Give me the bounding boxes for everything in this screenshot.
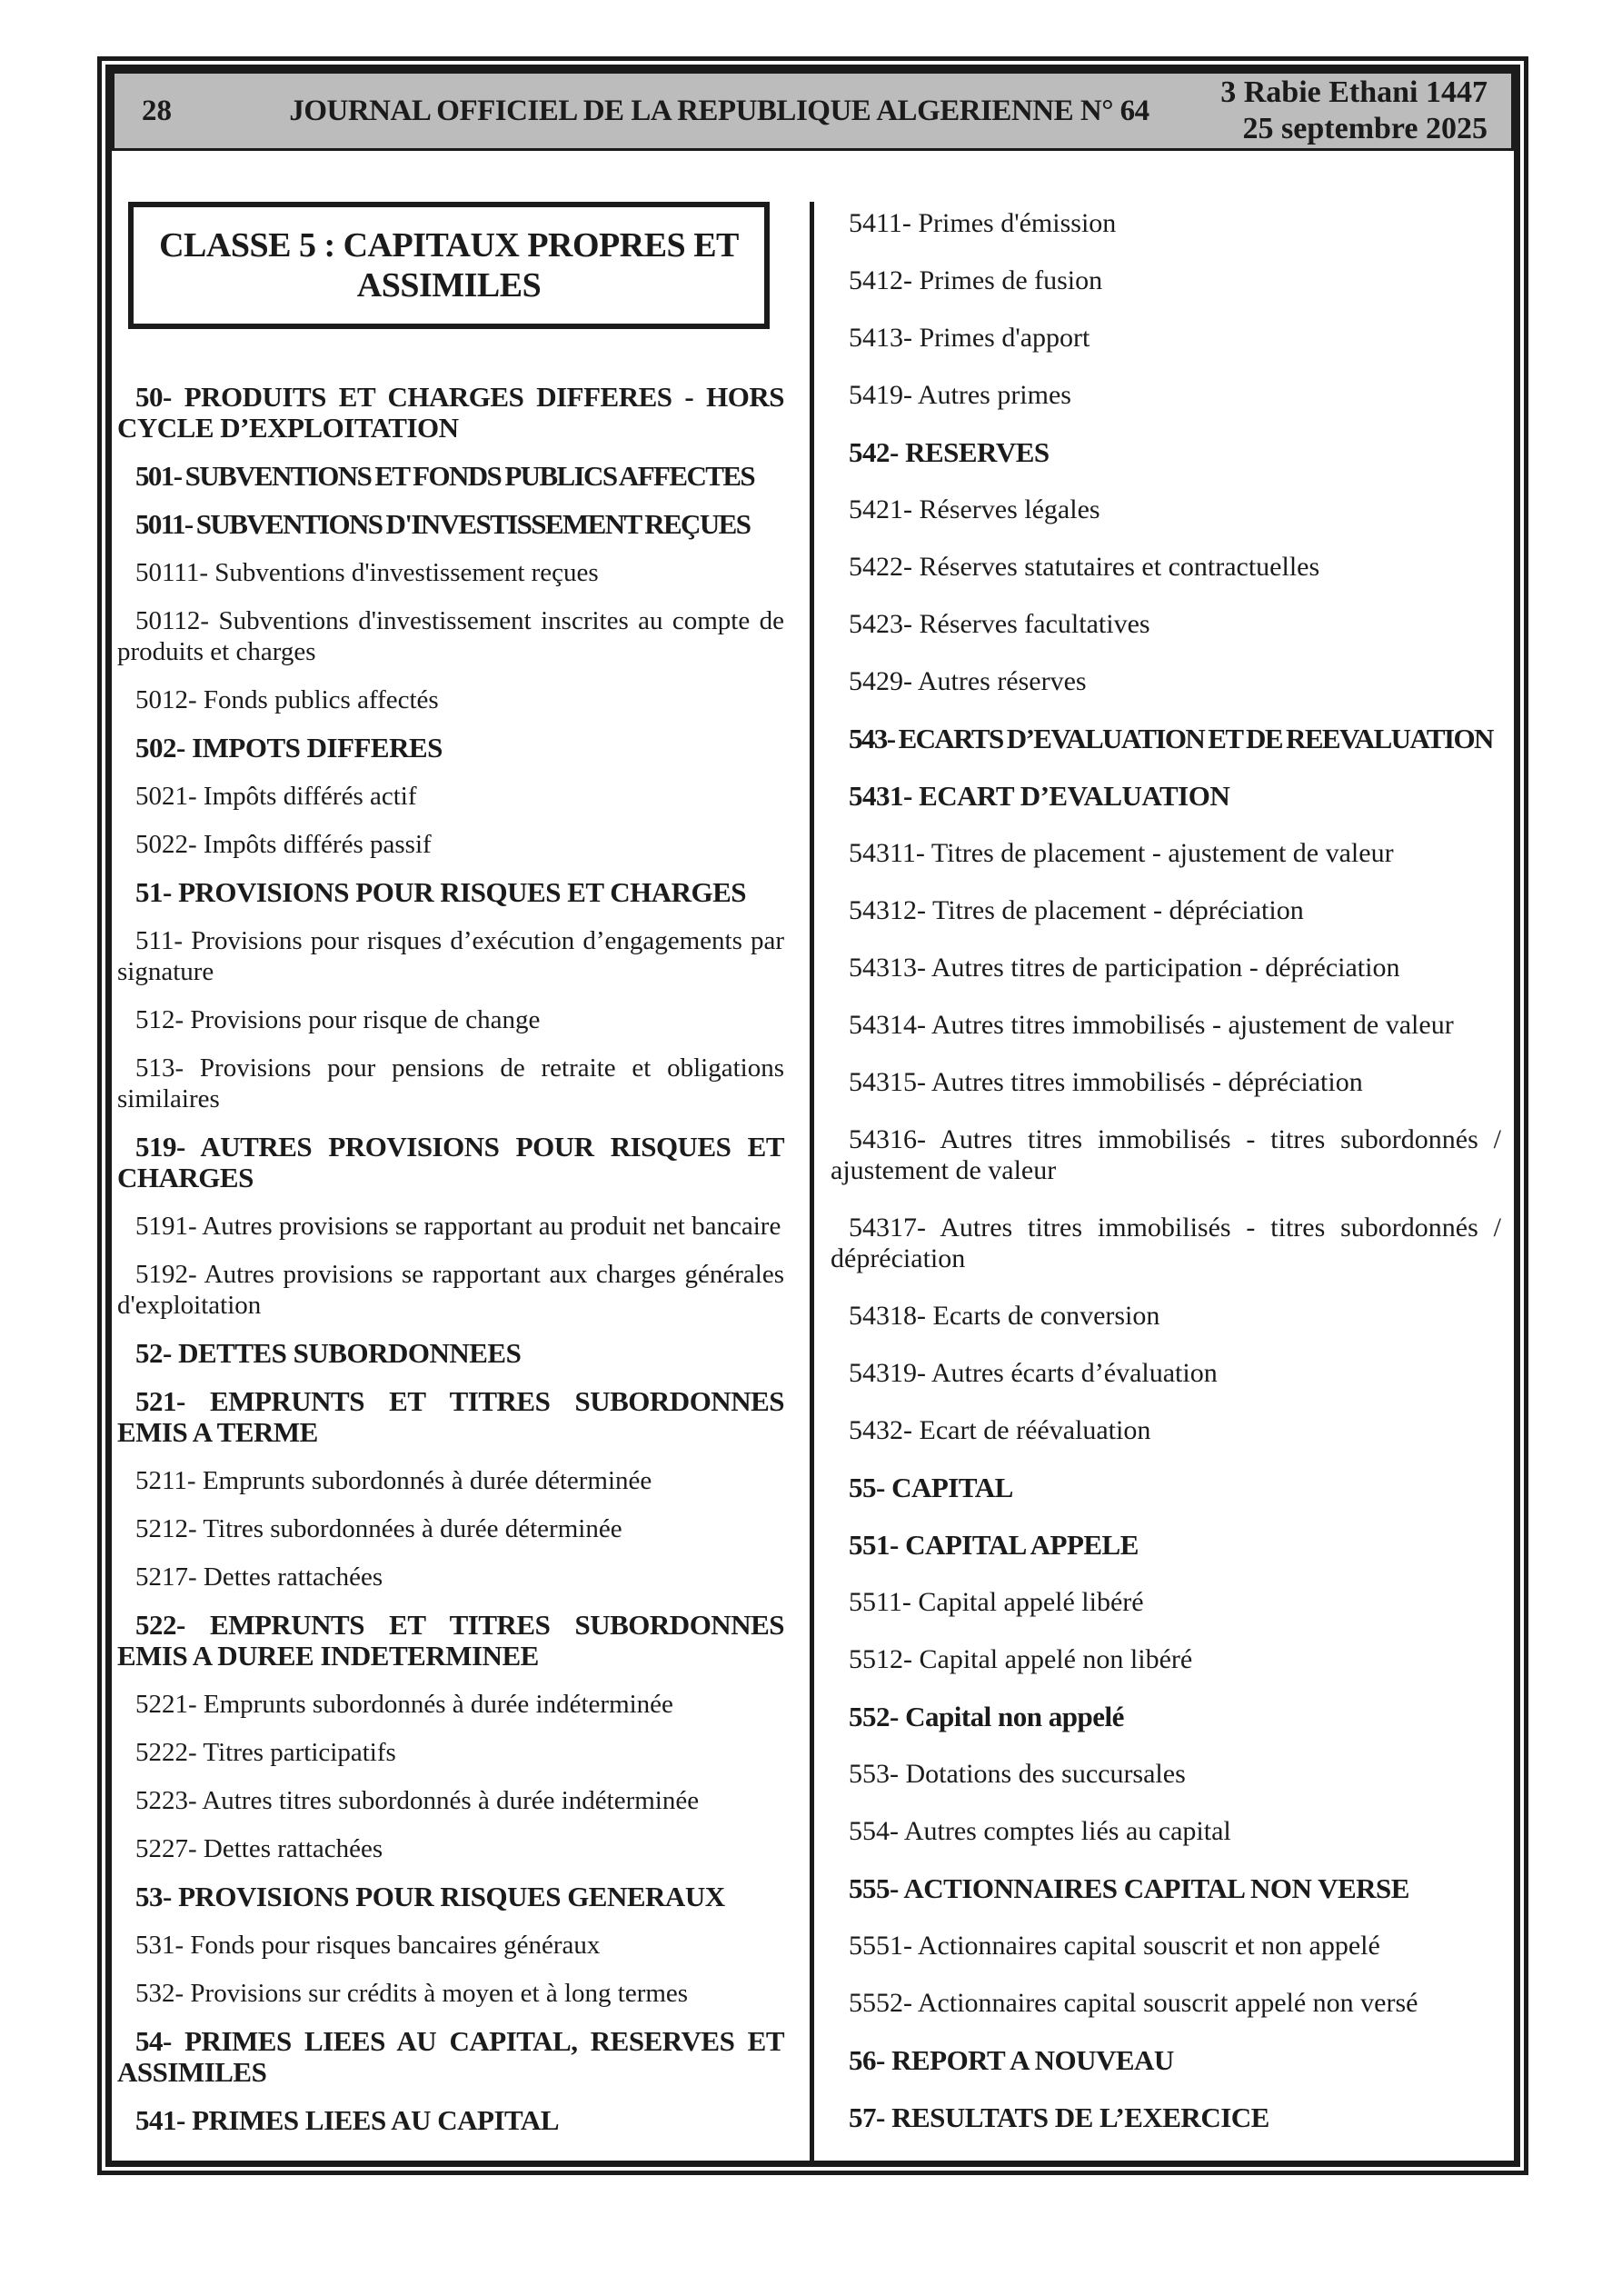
account-entry: 54- PRIMES LIEES AU CAPITAL, RESERVES ET ASSIMILES xyxy=(117,2025,784,2088)
account-entry: 50112- Subventions d'investissement inscrites au compte de produits et charges xyxy=(117,606,784,666)
journal-title: JOURNAL OFFICIEL DE LA REPUBLIQUE ALGERIENNE N° 64 xyxy=(289,94,1149,127)
account-entry: 5432- Ecart de réévaluation xyxy=(849,1415,1151,1445)
issue-date-gregorian: 25 septembre 2025 xyxy=(1242,112,1488,145)
account-entry: 5011- SUBVENTIONS D'INVESTISSEMENT REÇUES xyxy=(135,508,751,540)
account-entry: 5412- Primes de fusion xyxy=(849,265,1103,295)
account-entry: 5012- Fonds publics affectés xyxy=(135,685,439,714)
account-entry: 552- Capital non appelé xyxy=(849,1701,1124,1732)
account-entry: 5511- Capital appelé libéré xyxy=(849,1587,1144,1617)
account-entry: 56- REPORT A NOUVEAU xyxy=(849,2044,1174,2076)
account-entry: 541- PRIMES LIEES AU CAPITAL xyxy=(135,2104,560,2136)
right-column-entries xyxy=(831,208,1501,2133)
account-entry: 5422- Réserves statutaires et contractuelles xyxy=(849,552,1320,582)
issue-date-hijri: 3 Rabie Ethani 1447 xyxy=(1220,75,1488,109)
page-number: 28 xyxy=(142,94,172,127)
account-entry: 512- Provisions pour risque de change xyxy=(135,1005,541,1034)
account-entry: 531- Fonds pour risques bancaires généraux xyxy=(135,1931,601,1960)
account-entry: 54314- Autres titres immobilisés - ajustement de valeur xyxy=(849,1010,1454,1040)
account-entry: 532- Provisions sur crédits à moyen et à long termes xyxy=(135,1979,689,2008)
account-entry: 5413- Primes d'apport xyxy=(849,323,1090,353)
account-entry: 5223- Autres titres subordonnés à durée indéterminée xyxy=(135,1786,700,1815)
account-entry: 57- RESULTATS DE L’EXERCICE xyxy=(849,2101,1269,2133)
left-column xyxy=(112,151,810,2161)
account-entry: 52- DETTES SUBORDONNEES xyxy=(135,1337,522,1369)
account-entry: 54319- Autres écarts d’évaluation xyxy=(849,1358,1218,1388)
account-entry: 554- Autres comptes liés au capital xyxy=(849,1816,1231,1846)
account-entry: 54317- Autres titres immobilisés - titres subordonnés / dépréciation xyxy=(831,1213,1501,1273)
account-entry: 5423- Réserves facultatives xyxy=(849,609,1150,639)
page-border-outer xyxy=(97,56,1528,2175)
issue-date-block xyxy=(1188,75,1511,147)
journal-header-band xyxy=(112,71,1514,151)
account-entry: 5411- Primes d'émission xyxy=(849,208,1117,238)
account-entry: 5211- Emprunts subordonnés à durée déterminée xyxy=(135,1466,652,1495)
account-entry: 555- ACTIONNAIRES CAPITAL NON VERSE xyxy=(849,1872,1409,1904)
account-entry: 53- PROVISIONS POUR RISQUES GENERAUX xyxy=(135,1881,725,1912)
classe-title-box: CLASSE 5 : CAPITAUX PROPRES ET ASSIMILES xyxy=(128,202,770,329)
account-entry: 5221- Emprunts subordonnés à durée indéterminée xyxy=(135,1690,673,1719)
account-entry: 5421- Réserves légales xyxy=(849,494,1100,524)
account-entry: 54313- Autres titres de participation - dépréciation xyxy=(849,953,1400,983)
account-entry: 5552- Actionnaires capital souscrit appelé non versé xyxy=(849,1988,1418,2018)
account-entry: 5227- Dettes rattachées xyxy=(135,1834,383,1863)
account-entry: 5431- ECART D’EVALUATION xyxy=(849,780,1230,812)
right-column xyxy=(814,151,1514,2161)
account-entry: 522- EMPRUNTS ET TITRES SUBORDONNES EMIS A DUREE INDETERMINEE xyxy=(117,1609,784,1672)
account-entry: 551- CAPITAL APPELE xyxy=(849,1529,1139,1561)
account-entry: 5419- Autres primes xyxy=(849,380,1071,410)
account-entry: 5191- Autres provisions se rapportant au produit net bancaire xyxy=(135,1212,781,1241)
account-entry: 5212- Titres subordonnées à durée déterminée xyxy=(135,1514,622,1543)
page-body xyxy=(112,151,1514,2161)
account-entry: 521- EMPRUNTS ET TITRES SUBORDONNES EMIS A TERME xyxy=(117,1385,784,1448)
account-entry: 50111- Subventions d'investissement reçues xyxy=(135,558,599,587)
account-entry: 553- Dotations des succursales xyxy=(849,1759,1186,1789)
account-entry: 513- Provisions pour pensions de retraite et obligations similaires xyxy=(117,1053,784,1113)
account-entry: 5222- Titres participatifs xyxy=(135,1738,396,1767)
account-entry: 5512- Capital appelé non libéré xyxy=(849,1644,1193,1674)
account-entry: 511- Provisions pour risques d’exécution d’engagements par signature xyxy=(117,926,784,986)
account-entry: 501- SUBVENTIONS ET FONDS PUBLICS AFFECTES xyxy=(135,460,755,492)
left-column-entries xyxy=(117,382,784,2136)
account-entry: 55- CAPITAL xyxy=(849,1472,1013,1503)
account-entry: 5192- Autres provisions se rapportant aux charges générales d'exploitation xyxy=(117,1260,784,1320)
page-border-inner xyxy=(105,65,1520,2167)
account-entry: 5429- Autres réserves xyxy=(849,666,1087,696)
account-entry: 5021- Impôts différés actif xyxy=(135,782,417,811)
account-entry: 502- IMPOTS DIFFERES xyxy=(135,732,443,764)
account-entry: 543- ECARTS D’EVALUATION ET DE REEVALUATION xyxy=(849,723,1493,754)
account-entry: 5551- Actionnaires capital souscrit et non appelé xyxy=(849,1931,1380,1961)
account-entry: 5022- Impôts différés passif xyxy=(135,830,432,859)
account-entry: 54312- Titres de placement - dépréciation xyxy=(849,895,1304,925)
account-entry: 54316- Autres titres immobilisés - titres subordonnés / ajustement de valeur xyxy=(831,1124,1501,1185)
account-entry: 519- AUTRES PROVISIONS POUR RISQUES ET CHARGES xyxy=(117,1131,784,1193)
account-entry: 542- RESERVES xyxy=(849,436,1050,468)
account-entry: 54315- Autres titres immobilisés - dépréciation xyxy=(849,1067,1363,1097)
account-entry: 51- PROVISIONS POUR RISQUES ET CHARGES xyxy=(135,876,747,908)
account-entry: 54311- Titres de placement - ajustement de valeur xyxy=(849,838,1394,868)
account-entry: 5217- Dettes rattachées xyxy=(135,1562,383,1592)
account-entry: 54318- Ecarts de conversion xyxy=(849,1301,1160,1331)
account-entry: 50- PRODUITS ET CHARGES DIFFERES - HORS CYCLE D’EXPLOITATION xyxy=(117,381,784,444)
